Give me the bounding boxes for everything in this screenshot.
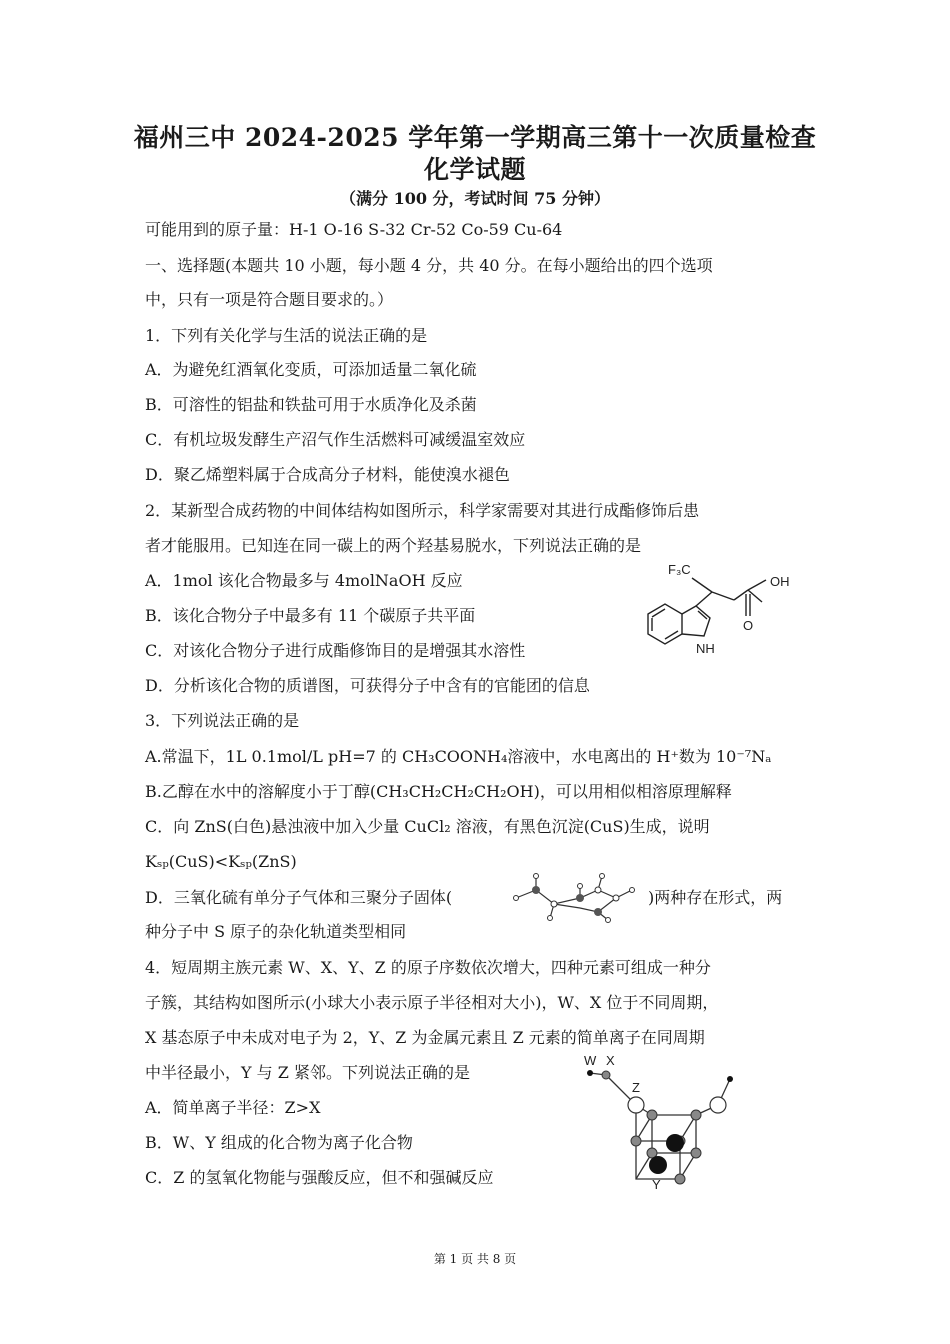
q2-structure-figure bbox=[620, 556, 810, 676]
q1-option-b: B．可溶性的铝盐和铁盐可用于水质净化及杀菌 bbox=[145, 395, 477, 414]
section-intro-line1: 一、选择题(本题共 10 小题，每小题 4 分，共 40 分。在每小题给出的四个选项 bbox=[145, 256, 713, 275]
q1-stem: 1．下列有关化学与生活的说法正确的是 bbox=[145, 326, 428, 345]
q4-option-a: A．简单离子半径：Z>X bbox=[145, 1098, 321, 1117]
q2-label-nh: NH bbox=[696, 641, 715, 656]
q2-stem-line1: 2．某新型合成药物的中间体结构如图所示，科学家需要对其进行成酯修饰后患 bbox=[145, 501, 700, 520]
page-subtitle: （满分 100 分，考试时间 75 分钟） bbox=[340, 189, 610, 208]
q4-stem-line2: 子簇，其结构如图所示(小球大小表示原子半径相对大小)，W、X 位于不同周期， bbox=[145, 993, 719, 1012]
q1-option-a: A．为避免红酒氧化变质，可添加适量二氧化硫 bbox=[145, 360, 477, 379]
page-title-line1: 福州三中 2024-2025 学年第一学期高三第十一次质量检查 bbox=[133, 123, 817, 152]
q4-stem-line4: 中半径最小，Y 与 Z 紧邻。下列说法正确的是 bbox=[145, 1063, 470, 1082]
q1-option-d: D．聚乙烯塑料属于合成高分子材料，能使溴水褪色 bbox=[145, 465, 510, 484]
q4-option-b: B．W、Y 组成的化合物为离子化合物 bbox=[145, 1133, 413, 1152]
q3-stem: 3．下列说法正确的是 bbox=[145, 711, 300, 730]
q3-option-a: A.常温下，1L 0.1mol/L pH=7 的 CH₃COONH₄溶液中，水电离出的 H⁺数为 10⁻⁷Nₐ bbox=[145, 747, 772, 766]
q4-label-x: X bbox=[606, 1053, 615, 1068]
q3-option-d-line1-pre: D．三氧化硫有单分子气体和三聚分子固体( bbox=[145, 888, 453, 907]
q4-label-y: Y bbox=[652, 1177, 661, 1192]
q2-option-b: B．该化合物分子中最多有 11 个碳原子共平面 bbox=[145, 606, 476, 625]
page-footer: 第 1 页 共 8 页 bbox=[433, 1252, 517, 1266]
q2-label-o: O bbox=[743, 618, 754, 633]
q2-label-f3c: F₃C bbox=[668, 562, 691, 577]
atomic-masses: 可能用到的原子量：H-1 O-16 S-32 Cr-52 Co-59 Cu-64 bbox=[145, 220, 563, 239]
q2-label-oh: OH bbox=[770, 574, 790, 589]
q4-label-w: W bbox=[584, 1053, 597, 1068]
q2-option-a: A．1mol 该化合物最多与 4molNaOH 反应 bbox=[145, 571, 463, 590]
q3-option-d-line1-post: )两种存在形式，两 bbox=[648, 888, 783, 907]
q4-option-c: C．Z 的氢氧化物能与强酸反应，但不和强碱反应 bbox=[145, 1168, 494, 1187]
q2-option-c: C．对该化合物分子进行成酯修饰目的是增强其水溶性 bbox=[145, 641, 526, 660]
q1-option-c: C．有机垃圾发酵生产沼气作生活燃料可减缓温室效应 bbox=[145, 430, 526, 449]
q3-option-c-line1: C．向 ZnS(白色)悬浊液中加入少量 CuCl₂ 溶液，有黑色沉淀(CuS)生成，说明 bbox=[145, 817, 710, 836]
q3-option-b: B.乙醇在水中的溶解度小于丁醇(CH₃CH₂CH₂CH₂OH)，可以用相似相溶原理解释 bbox=[145, 782, 732, 801]
q3-so3-trimer-figure bbox=[510, 868, 645, 924]
q4-stem-line1: 4．短周期主族元素 W、X、Y、Z 的原子序数依次增大，四种元素可组成一种分 bbox=[145, 958, 711, 977]
q2-stem-line2: 者才能服用。已知连在同一碳上的两个羟基易脱水，下列说法正确的是 bbox=[145, 536, 642, 555]
q2-option-d: D．分析该化合物的质谱图，可获得分子中含有的官能团的信息 bbox=[145, 676, 590, 695]
q3-option-c-line2: Kₛₚ(CuS)<Kₛₚ(ZnS) bbox=[145, 852, 297, 871]
section-intro-line2: 中，只有一项是符合题目要求的。） bbox=[145, 290, 394, 309]
page-title-line2: 化学试题 bbox=[423, 155, 526, 184]
q4-cluster-figure bbox=[580, 1055, 750, 1190]
q4-stem-line3: X 基态原子中未成对电子为 2，Y、Z 为金属元素且 Z 元素的简单离子在同周期 bbox=[145, 1028, 705, 1047]
q3-option-d-line2: 种分子中 S 原子的杂化轨道类型相同 bbox=[145, 922, 407, 941]
q4-label-z: Z bbox=[632, 1080, 640, 1095]
